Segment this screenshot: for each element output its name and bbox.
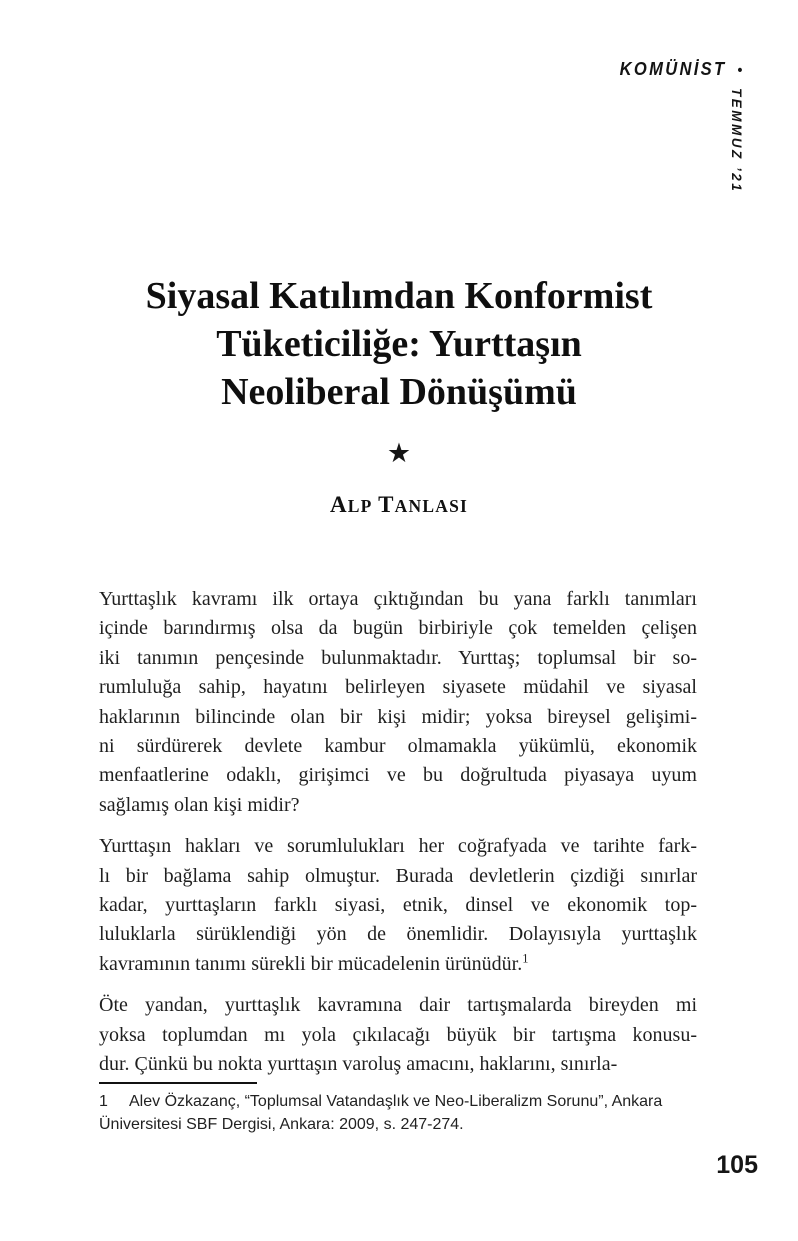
journal-header (619, 59, 742, 80)
body-line: Yurttaşın hakları ve sorumlulukları her coğrafyada ve tarihte fark- (99, 835, 697, 858)
body-line: sağlamış olan kişi midir? (99, 793, 300, 816)
body-line: lı bir bağlama sahip olmuştur. Burada devletlerin çizdiği sınırlar (99, 864, 697, 887)
page-number: 105 (716, 1151, 758, 1179)
body-line: Yurttaşlık kavramı ilk ortaya çıktığından bu yana farklı tanımları (99, 588, 697, 610)
title-line: Tüketiciliğe: Yurttaşın (216, 323, 582, 365)
body-line: rumluluğa sahip, hayatını belirleyen siyasete müdahil ve siyasal (99, 676, 697, 699)
paragraph (99, 991, 697, 1079)
journal-name: KOMÜNİST (619, 59, 727, 79)
body-line: ni sürdürerek devlete kambur olmamakla yükümlü, ekonomik (99, 735, 697, 758)
title-line: Neoliberal Dönüşümü (221, 371, 577, 413)
footnote-marker: 1 (99, 1093, 108, 1110)
body-line: haklarının bilincinde olan bir kişi midir; yoksa bireysel gelişimi- (99, 705, 697, 728)
footnote-text: Alev Özkazanç, “Toplumsal Vatandaşlık ve Neo-Liberalizm Sorunu”, Ankara Üniversitesi SBF Dergisi, Ankara: 2009, s. 247-274. (99, 1093, 663, 1133)
article-body (99, 585, 697, 1092)
title-line: Siyasal Katılımdan Konformist (145, 275, 653, 317)
body-line: yoksa toplumdan mı yola çıkılacağı büyük bir tartışma konusu- (99, 1023, 697, 1046)
footnote-rule (99, 1082, 257, 1084)
paragraph (99, 832, 697, 979)
star-divider-icon: ★ (386, 438, 412, 468)
paragraph (99, 585, 697, 820)
footnote-reference: 1 (522, 951, 529, 966)
body-line: menfaatlerine odaklı, girişimci ve bu doğrultuda piyasaya uyum (99, 764, 697, 787)
issue-date-vertical: TEMMUZ ’21 (729, 88, 744, 194)
footnote (99, 1090, 699, 1136)
bullet-icon: • (737, 62, 742, 79)
body-line: iki tanımın pençesinde bulunmaktadır. Yurttaş; toplumsal bir so- (99, 646, 697, 669)
author-name: ALP TANLASI (329, 492, 469, 517)
body-line: Öte yandan, yurttaşlık kavramına dair tartışmalarda bireyden mi (99, 994, 697, 1017)
body-line: kadar, yurttaşların farklı siyasi, etnik, dinsel ve ekonomik top- (99, 894, 697, 917)
body-line: dur. Çünkü bu nokta yurttaşın varoluş amacını, haklarını, sınırla- (99, 1053, 618, 1076)
body-line: luluklarla sürüklendiği yön de önemlidir. Dolayısıyla yurttaşlık (99, 923, 697, 946)
article-title (0, 272, 798, 416)
body-line: kavramının tanımı sürekli bir mücadelenin ürünüdür.$^1$ (99, 951, 529, 975)
body-line: içinde barındırmış olsa da bugün birbiriyle çok temelden çelişen (99, 617, 697, 640)
